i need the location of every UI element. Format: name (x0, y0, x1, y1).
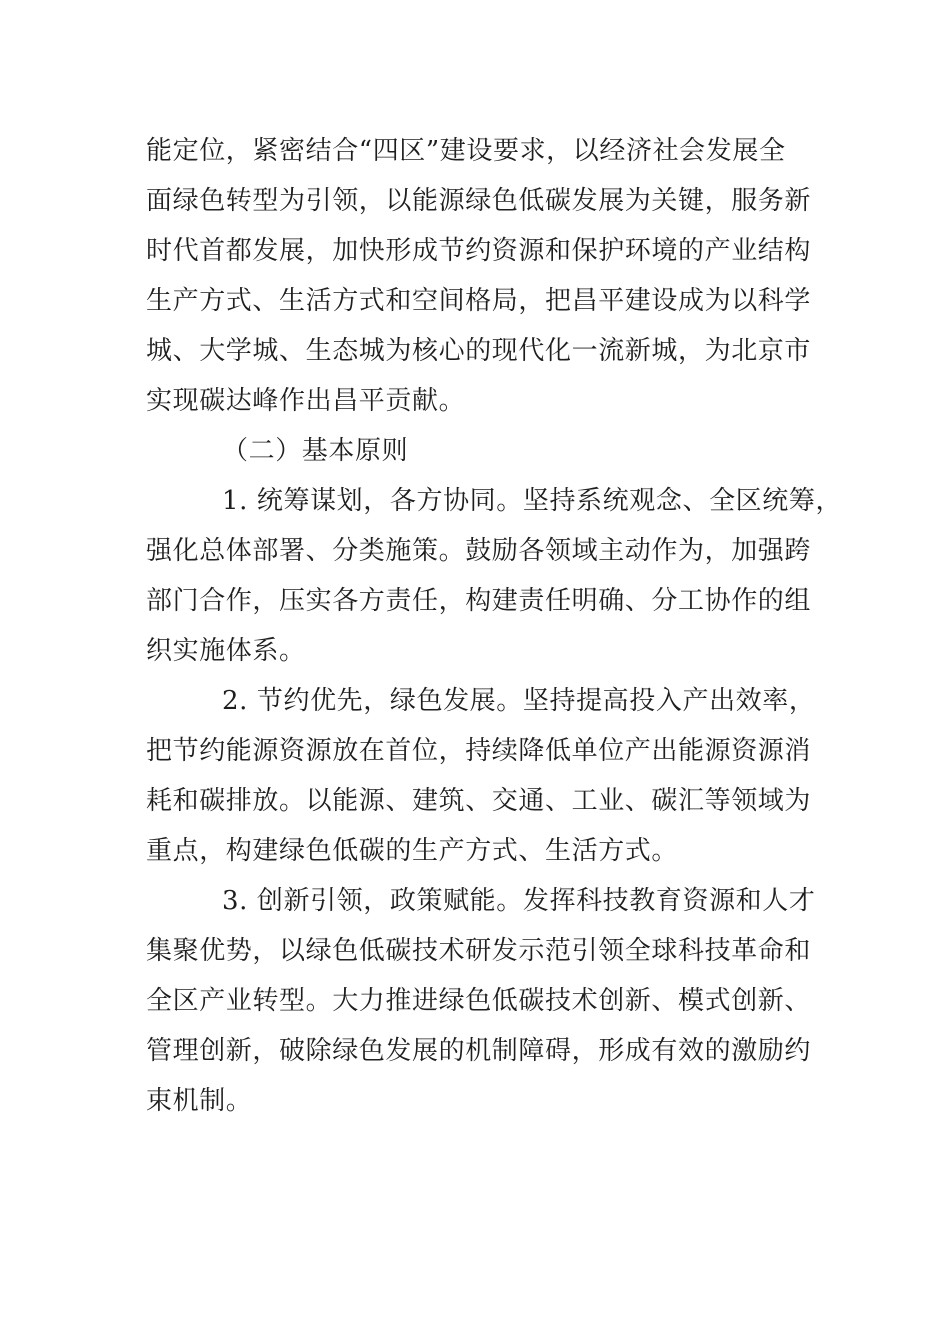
text-line: 部门合作，压实各方责任，构建责任明确、分工协作的组 (146, 586, 812, 616)
text-line: 管理创新，破除绿色发展的机制障碍，形成有效的激励约 (146, 1036, 812, 1066)
text-line: 生产方式、生活方式和空间格局，把昌平建设成为以科学 (146, 286, 812, 316)
section-heading: （二）基本原则 (222, 436, 409, 466)
text-line: 面绿色转型为引领，以能源绿色低碳发展为关键，服务新 (146, 186, 812, 216)
text-line: 3. 创新引领，政策赋能。发挥科技教育资源和人才 (222, 886, 816, 916)
text-line: 全区产业转型。大力推进绿色低碳技术创新、模式创新、 (146, 986, 812, 1016)
text-line: 束机制。 (146, 1086, 253, 1116)
text-line: 耗和碳排放。以能源、建筑、交通、工业、碳汇等领域为 (146, 786, 812, 816)
text-line: 强化总体部署、分类施策。鼓励各领域主动作为，加强跨 (146, 536, 812, 566)
text-line: 时代首都发展，加快形成节约资源和保护环境的产业结构 (146, 236, 812, 266)
text-line: 2. 节约优先，绿色发展。坚持提高投入产出效率， (222, 686, 816, 716)
text-line: 重点，构建绿色低碳的生产方式、生活方式。 (146, 836, 679, 866)
text-line: 把节约能源资源放在首位，持续降低单位产出能源资源消 (146, 736, 812, 766)
text-line: 能定位，紧密结合“四区”建设要求，以经济社会发展全 (146, 136, 786, 166)
text-line: 城、大学城、生态城为核心的现代化一流新城，为北京市 (146, 336, 812, 366)
text-line: 织实施体系。 (146, 636, 306, 666)
text-line: 集聚优势，以绿色低碳技术研发示范引领全球科技革命和 (146, 936, 812, 966)
text-line: 1. 统筹谋划，各方协同。坚持系统观念、全区统筹， (222, 486, 843, 516)
text-line: 实现碳达峰作出昌平贡献。 (146, 386, 466, 416)
